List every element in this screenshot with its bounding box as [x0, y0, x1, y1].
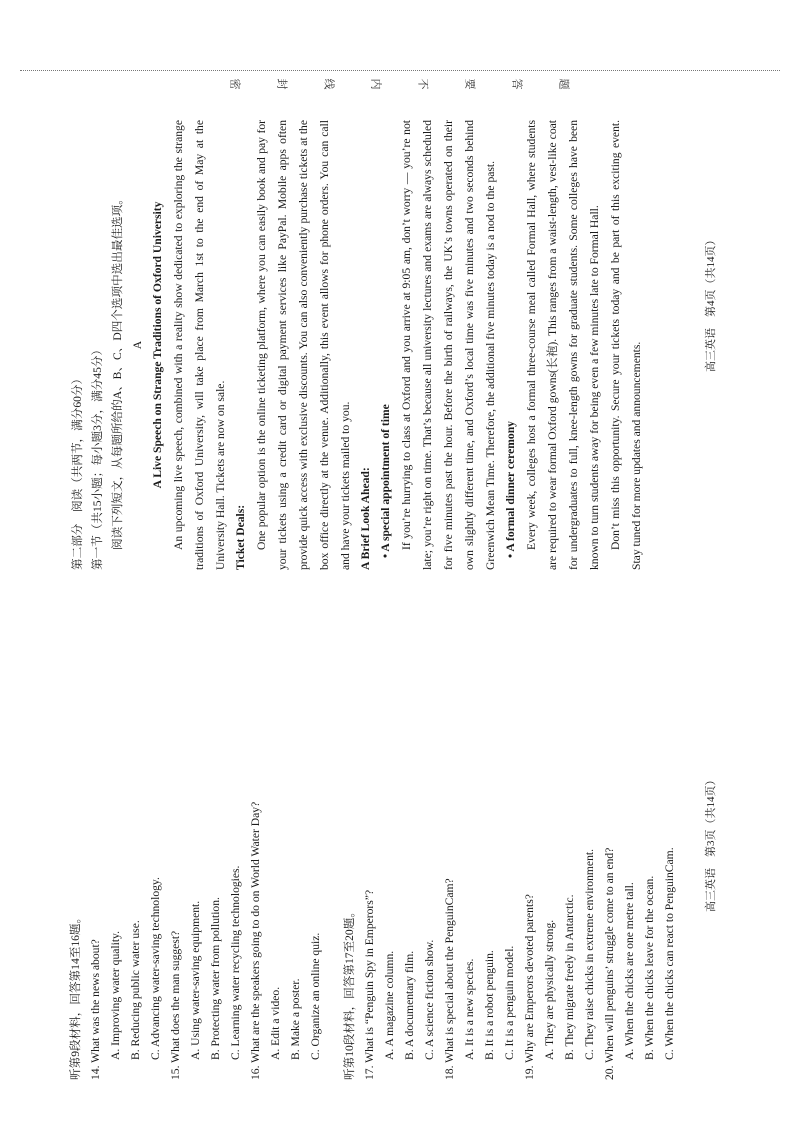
- question-option: C. It is a penguin model.: [503, 945, 516, 1060]
- page-footer-right: 高三英语 第4页（共14页）: [705, 234, 717, 372]
- ticket-deals-heading: Ticket Deals:: [234, 504, 247, 570]
- brief-look-heading: A Brief Look Ahead:: [359, 467, 372, 570]
- question-option: B. Protecting water from pollution.: [209, 897, 222, 1060]
- question-option: C. They raise chicks in extreme environment.: [583, 849, 596, 1060]
- question-option: B. A documentary film.: [403, 950, 416, 1060]
- part-heading: 第二部分 阅读（共两节，满分60分）: [71, 372, 84, 570]
- passage-paragraph: An upcoming live speech, combined with a reality show dedicated to exploring the strange traditions of Oxford University, will take place from March 1st to the end of May at the University Hall. Tickets are now on sale.: [172, 120, 227, 570]
- seal-char: 内: [369, 78, 383, 90]
- page-footer-left: 高三英语 第3页（共14页）: [705, 774, 717, 912]
- section-intro: 听第10段材料，回答第17至20题。: [343, 906, 356, 1080]
- seal-char: 密: [228, 78, 242, 90]
- question-option: C. A science fiction show.: [423, 939, 436, 1060]
- seal-char: 线: [322, 78, 336, 90]
- question-option: C. When the chicks can react to PenguinCam.: [663, 847, 676, 1060]
- question-option: B. Reducing public water use.: [129, 920, 142, 1060]
- question-option: A. It is a new species.: [463, 958, 476, 1060]
- question-option: A. When the chicks are one metre tall.: [623, 882, 636, 1060]
- section-intro: 听第9段材料，回答第14至16题。: [69, 911, 82, 1080]
- bullet-heading: • A special appointment of time: [376, 120, 396, 570]
- question-stem: 19. Why are Emperors devoted parents?: [523, 894, 536, 1080]
- question-stem: 15. What does the man suggest?: [169, 930, 182, 1080]
- passage-paragraph: Every week, colleges host a formal three-course meal called Formal Hall, where students are required to wear formal Oxford gowns(长袍). This ranges from a waist-length, vest-like coat for undergraduates to full, knee-length gowns for graduate students. Some colleges have been known to turn students away for being even a few minutes late to Formal Hall.: [525, 120, 601, 570]
- passage-paragraph: One popular option is the online ticketing platform, where you can easily book and pay for your tickets using a credit card or digital payment services like PayPal. Mobile apps often provide quick access with exclusive discounts. You can also conveniently purchase tickets at the box office directly at the venue. Additionally, this event allows for phone orders. You can call and have your tickets mailed to you.: [255, 120, 352, 570]
- question-option: A. Edit a video.: [269, 986, 282, 1060]
- right-page-passage: [68, 120, 647, 570]
- question-option: A. Using water-saving equipment.: [189, 900, 202, 1060]
- question-option: B. They migrate freely in Antarctic.: [563, 894, 576, 1060]
- question-option: A. A magazine column.: [383, 950, 396, 1060]
- question-option: C. Advancing water-saving technology.: [149, 877, 162, 1060]
- bullet-heading: • A formal dinner ceremony: [501, 120, 521, 570]
- passage-paragraph: If you’re hurrying to class at Oxford and you arrive at 9:05 am, don’t worry — you’re not late; you’re right on time. That’s because all university lectures and exams are always scheduled for five minutes past the hour. Before the birth of railways, the UK’s towns operated on their own slightly different time, and Oxford’s local time was five minutes and two seconds behind Greenwich Mean Time. Therefore, the additional five minutes today is a nod to the past.: [400, 120, 497, 570]
- seal-char: 要: [463, 78, 477, 90]
- left-page-questions: [66, 610, 680, 1080]
- question-stem: 14. What was the news about?: [89, 939, 102, 1080]
- section-heading: 第一节（共15小题；每小题3分，满分45分）: [91, 343, 104, 570]
- question-option: B. It is a robot penguin.: [483, 950, 496, 1060]
- seal-line-text: [230, 76, 570, 92]
- question-option: B. When the chicks leave for the ocean.: [643, 875, 656, 1060]
- seal-char: 封: [275, 78, 289, 90]
- question-stem: 20. When will penguins’ struggle come to an end?: [603, 847, 616, 1080]
- seal-line: [20, 70, 780, 71]
- instruction: 阅读下列短文，从每题所给的A、B、C、D四个选项中选出最佳选项。: [111, 193, 124, 550]
- passage-title: A Live Speech on Strange Traditions of Oxford University: [151, 201, 164, 489]
- question-option: A. Improving water quality.: [109, 930, 122, 1060]
- question-option: A. They are physically strong.: [543, 919, 556, 1060]
- question-stem: 18. What is special about the PenguinCam?: [443, 878, 456, 1080]
- passage-letter: A: [131, 340, 144, 350]
- seal-char: 不: [416, 78, 430, 90]
- question-stem: 16. What are the speakers going to do on World Water Day?: [249, 801, 262, 1080]
- question-option: C. Learning water recycling technologies.: [229, 865, 242, 1060]
- question-option: B. Make a poster.: [289, 978, 302, 1060]
- passage-paragraph: Don’t miss this opportunity. Secure your tickets today and be part of this exciting event. Stay tuned for more updates and announcements.: [609, 120, 643, 570]
- seal-char: 题: [557, 78, 571, 90]
- question-option: C. Organize an online quiz.: [309, 932, 322, 1060]
- seal-char: 答: [510, 78, 524, 90]
- question-stem: 17. What is “Penguin Spy in Emperors”?: [363, 889, 376, 1080]
